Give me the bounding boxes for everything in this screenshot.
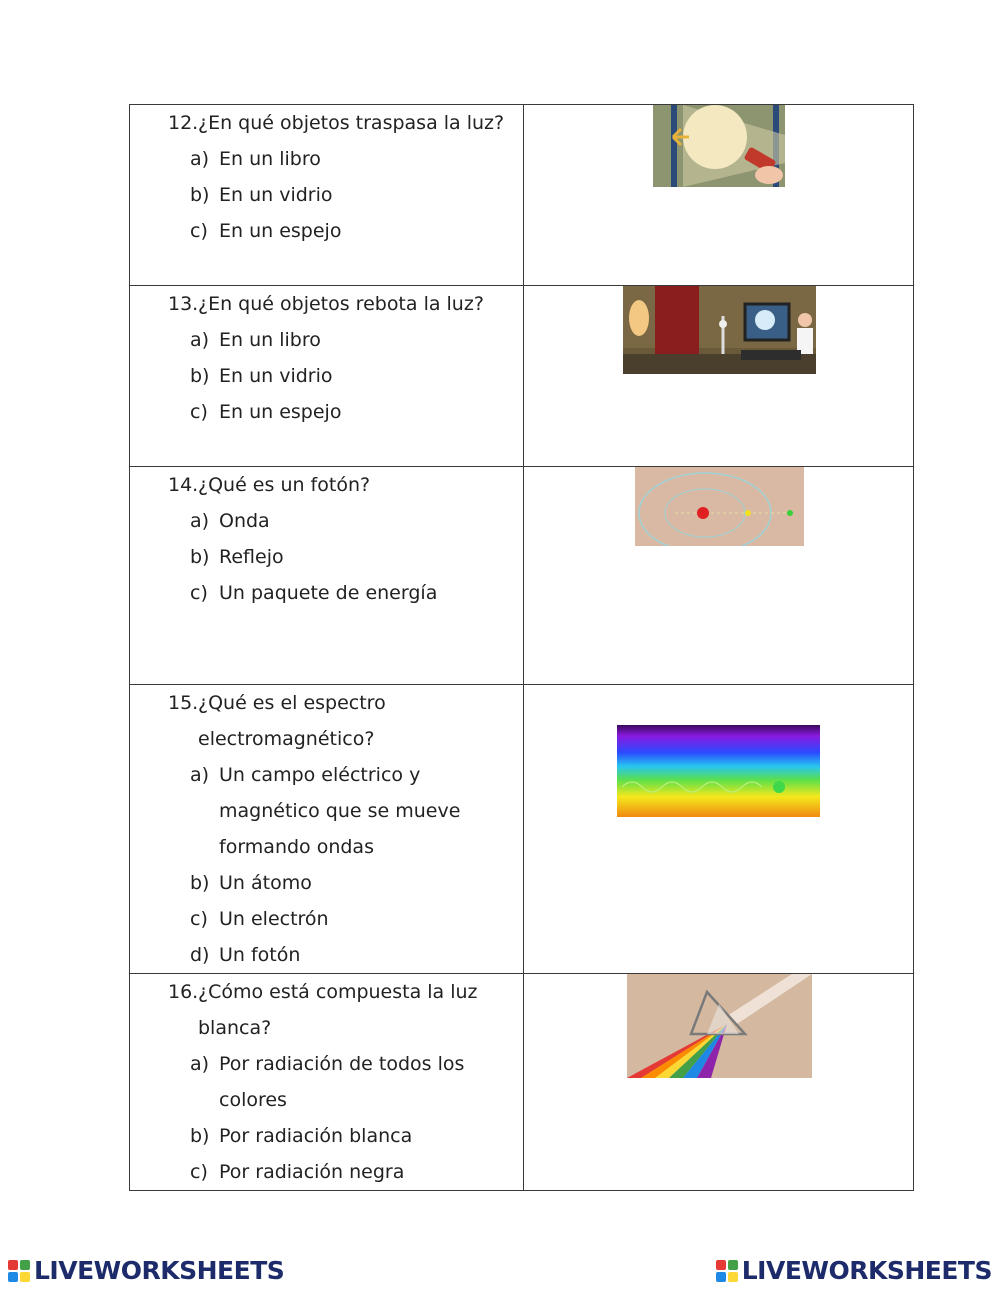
option-a[interactable]: a) Un campo eléctrico y [190,764,421,786]
image-cell [524,974,914,1191]
question-cell [130,467,524,685]
question-row-12 [130,105,914,286]
question-row-13 [130,286,914,467]
footer-logo-right [716,1256,992,1285]
question-cell [130,974,524,1191]
classroom-teacher-illustration [623,286,816,374]
quiz-table [129,104,914,1191]
question-number: 12. [168,112,199,134]
image-cell [524,467,914,685]
option-b[interactable]: b) En un vidrio [190,184,333,206]
image-cell [524,286,914,467]
option-a[interactable]: a) Onda [190,510,270,532]
liveworksheets-logo-icon [716,1260,738,1282]
option-b[interactable]: b) En un vidrio [190,365,333,387]
option-c[interactable]: c) Un paquete de energía [190,582,438,604]
option-c[interactable]: c) En un espejo [190,220,342,242]
option-c[interactable]: c) Por radiación negra [190,1161,405,1183]
prism-dispersion-illustration [627,974,812,1078]
liveworksheets-logo-icon [8,1260,30,1282]
flashlight-through-glass-illustration [653,105,785,187]
option-a[interactable]: a) Por radiación de todos los [190,1053,465,1075]
image-cell [524,685,914,974]
option-c[interactable]: c) En un espejo [190,401,342,423]
liveworksheets-wordmark: LIVEWORKSHEETS [741,1256,992,1285]
question-row-16 [130,974,914,1191]
option-c[interactable]: c) Un electrón [190,908,329,930]
question-cell [130,105,524,286]
image-cell [524,105,914,286]
option-b[interactable]: b) Por radiación blanca [190,1125,413,1147]
question-13: 13.¿En qué objetos rebota la luz? a) En un libro b) En un vidrio c) En un espejo [130,286,523,430]
footer-logo-left [8,1256,284,1285]
question-12 [130,105,523,249]
photon-orbit-illustration [635,467,804,546]
question-16: 16.¿Cómo está compuesta la luz blanca? a) Por radiación de todos los colores b) Por radiación blanca c) Por radiación negra [130,974,523,1190]
rainbow-spectrum-illustration [617,725,820,817]
question-row-15 [130,685,914,974]
question-14: 14.¿Qué es un fotón? a) Onda b) Reflejo c) Un paquete de energía [130,467,523,611]
question-cell [130,685,524,974]
option-a[interactable]: a) En un libro [190,148,321,170]
question-cell [130,286,524,467]
option-d[interactable]: d) Un fotón [190,944,301,966]
option-b[interactable]: b) Reflejo [190,546,284,568]
question-row-14 [130,467,914,685]
question-text: ¿En qué objetos traspasa la luz? [198,112,505,134]
option-a[interactable]: a) En un libro [190,329,321,351]
liveworksheets-wordmark: LIVEWORKSHEETS [34,1256,285,1285]
question-15: 15.¿Qué es el espectro electromagnético? a) Un campo eléctrico y magnético que se mueve formando ondas b) Un átomo c) Un electrón d) Un fotón [130,685,523,973]
option-b[interactable]: b) Un átomo [190,872,312,894]
